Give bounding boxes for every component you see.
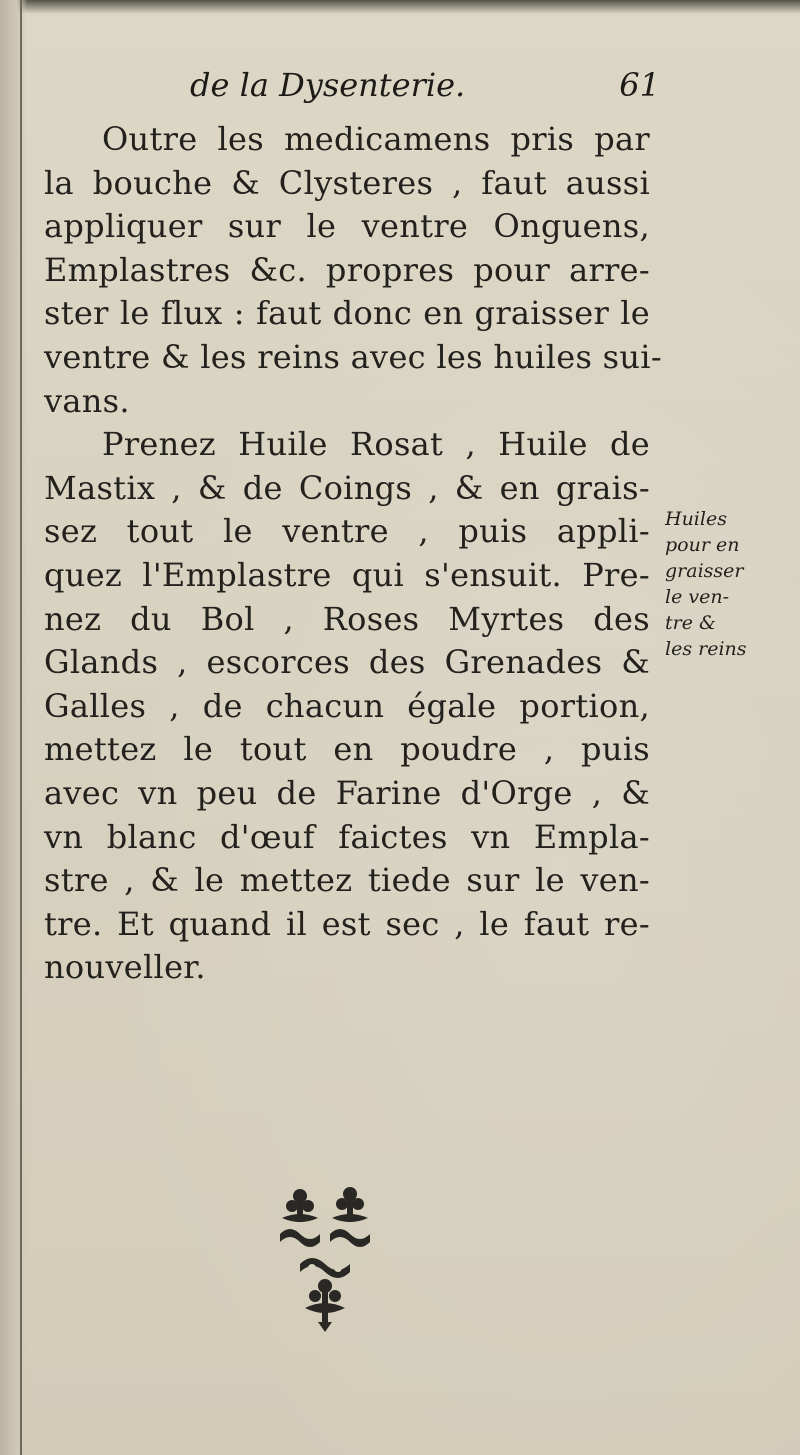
text-line: vans. bbox=[44, 381, 130, 420]
text-line: Galles , de chacun égale portion, bbox=[44, 686, 650, 725]
text-line: ventre & les reins avec les huiles sui- bbox=[44, 337, 662, 376]
page-top-shadow bbox=[0, 0, 800, 14]
text-line: Prenez Huile Rosat , Huile de bbox=[102, 425, 650, 464]
text-line: ster le flux : faut donc en graisser le bbox=[44, 294, 650, 333]
text-line: la bouche & Clysteres , faut aussi bbox=[44, 163, 650, 202]
margin-note-line: pour en bbox=[665, 534, 740, 556]
book-spine bbox=[0, 0, 28, 1455]
page-header bbox=[190, 66, 660, 116]
text-line: nez du Bol , Roses Myrtes des bbox=[44, 599, 650, 638]
text-line: avec vn peu de Farine d'Orge , & bbox=[44, 773, 650, 812]
margin-note bbox=[665, 506, 795, 662]
paragraph-1 bbox=[44, 118, 662, 423]
text-line: Outre les medicamens pris par bbox=[102, 120, 650, 158]
page-number: 61 bbox=[619, 66, 660, 104]
body-text bbox=[44, 118, 662, 990]
margin-note-line: tre & bbox=[665, 612, 716, 634]
text-line: Glands , escorces des Grenades & bbox=[44, 643, 650, 682]
text-line: mettez le tout en poudre , puis bbox=[44, 730, 650, 769]
text-line: Emplastres &c. propres pour arre- bbox=[44, 250, 650, 289]
margin-note-line: graisser bbox=[665, 560, 744, 582]
gutter-line bbox=[20, 0, 22, 1455]
margin-note-line: le ven- bbox=[665, 586, 729, 608]
running-title: de la Dysenterie. bbox=[190, 66, 466, 104]
text-line: sez tout le ventre , puis appli- bbox=[44, 512, 650, 551]
text-line: stre , & le mettez tiede sur le ven- bbox=[44, 861, 650, 900]
margin-note-line: Huiles bbox=[665, 508, 727, 530]
floral-tailpiece-icon bbox=[270, 1182, 380, 1332]
text-line: vn blanc d'œuf faictes vn Empla- bbox=[44, 817, 650, 856]
paragraph-2 bbox=[44, 423, 650, 990]
margin-note-line: les reins bbox=[665, 638, 747, 660]
text-line: nouveller. bbox=[44, 948, 206, 987]
text-line: Mastix , & de Coings , & en grais- bbox=[44, 468, 650, 507]
text-line: appliquer sur le ventre Onguens, bbox=[44, 207, 650, 246]
text-line: tre. Et quand il est sec , le faut re- bbox=[44, 904, 650, 943]
text-line: quez l'Emplastre qui s'ensuit. Pre- bbox=[44, 555, 650, 594]
